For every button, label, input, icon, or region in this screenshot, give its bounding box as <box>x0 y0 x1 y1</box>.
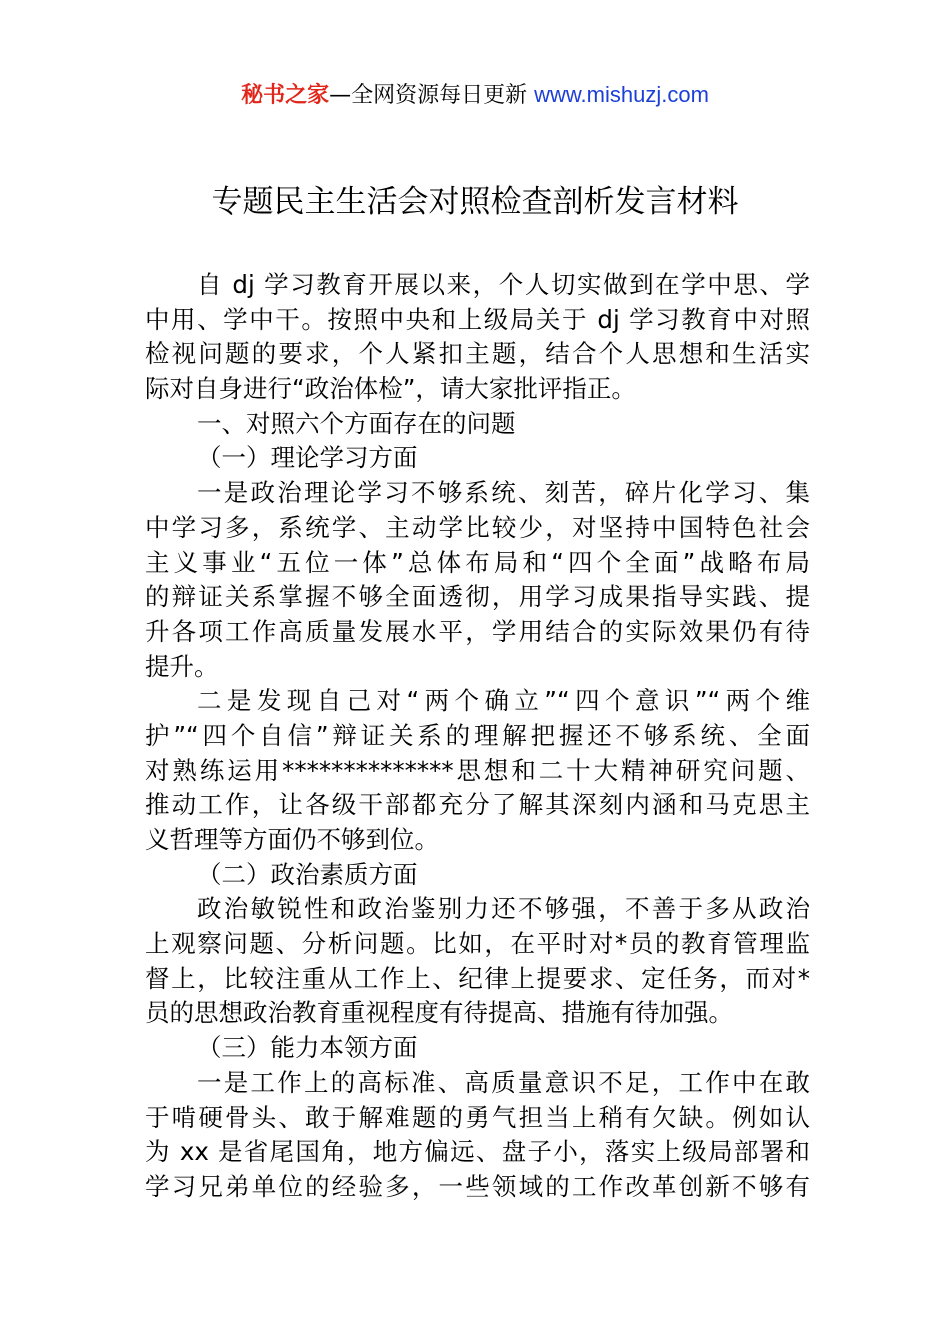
text-line: 推动工作，让各级干部都充分了解其深刻内涵和马克思主 <box>145 790 810 820</box>
text-line: （二）政治素质方面 <box>197 859 418 889</box>
text-line: 为 xx 是省尾国角，地方偏远、盘子小，落实上级局部署和 <box>145 1137 810 1167</box>
text-line: 护”“四个自信”辩证关系的理解把握还不够系统、全面 <box>145 720 810 750</box>
site-url-link[interactable]: www.mishuzj.com <box>534 82 709 107</box>
text-line: （三）能力本领方面 <box>197 1033 418 1063</box>
text-line: 自 dj 学习教育开展以来，个人切实做到在学中思、学 <box>197 270 810 299</box>
site-banner <box>0 80 950 111</box>
text-line: 中用、学中干。按照中央和上级局关于 dj 学习教育中对照 <box>145 304 810 334</box>
text-line: 际对自身进行“政治体检”，请大家批评指正。 <box>145 374 636 404</box>
text-line: 政治敏锐性和政治鉴别力还不够强，不善于多从政治 <box>197 894 810 924</box>
banner-tagline: —全网资源每日更新 <box>329 83 535 108</box>
text-line: 一是工作上的高标准、高质量意识不足，工作中在敢 <box>197 1067 810 1097</box>
text-line: 中学习多，系统学、主动学比较少，对坚持中国特色社会 <box>145 512 810 542</box>
text-line: 员的思想政治教育重视程度有待提高、措施有待加强。 <box>145 998 733 1028</box>
text-line: 检视问题的要求，个人紧扣主题，结合个人思想和生活实 <box>145 339 810 369</box>
document-title: 专题民主生活会对照检查剖析发言材料 <box>211 184 739 220</box>
brand-name: 秘书之家 <box>241 83 330 108</box>
text-line: 对熟练运用**************思想和二十大精神研究问题、 <box>145 755 810 785</box>
text-line: 二是发现自己对“两个确立”“四个意识”“两个维 <box>197 686 810 716</box>
text-line: 义哲理等方面仍不够到位。 <box>145 825 439 854</box>
text-line: 升各项工作高质量发展水平，学用结合的实际效果仍有待 <box>145 616 810 646</box>
text-line: 的辩证关系掌握不够全面透彻，用学习成果指导实践、提 <box>145 582 810 612</box>
text-line: 一是政治理论学习不够系统、刻苦，碎片化学习、集 <box>197 478 810 508</box>
text-line: 提升。 <box>145 651 219 681</box>
text-line: 一、对照六个方面存在的问题 <box>197 408 516 438</box>
text-line: 上观察问题、分析问题。比如，在平时对*员的教育管理监 <box>145 929 810 959</box>
text-line: 督上，比较注重从工作上、纪律上提要求、定任务，而对* <box>145 963 810 993</box>
text-line: 于啃硬骨头、敢于解难题的勇气担当上稍有欠缺。例如认 <box>145 1102 810 1132</box>
text-line: 主义事业“五位一体”总体布局和“四个全面”战略布局 <box>145 547 810 577</box>
text-line: （一）理论学习方面 <box>197 443 418 473</box>
text-line: 学习兄弟单位的经验多，一些领域的工作改革创新不够有 <box>145 1171 810 1201</box>
document-body <box>145 268 810 1205</box>
